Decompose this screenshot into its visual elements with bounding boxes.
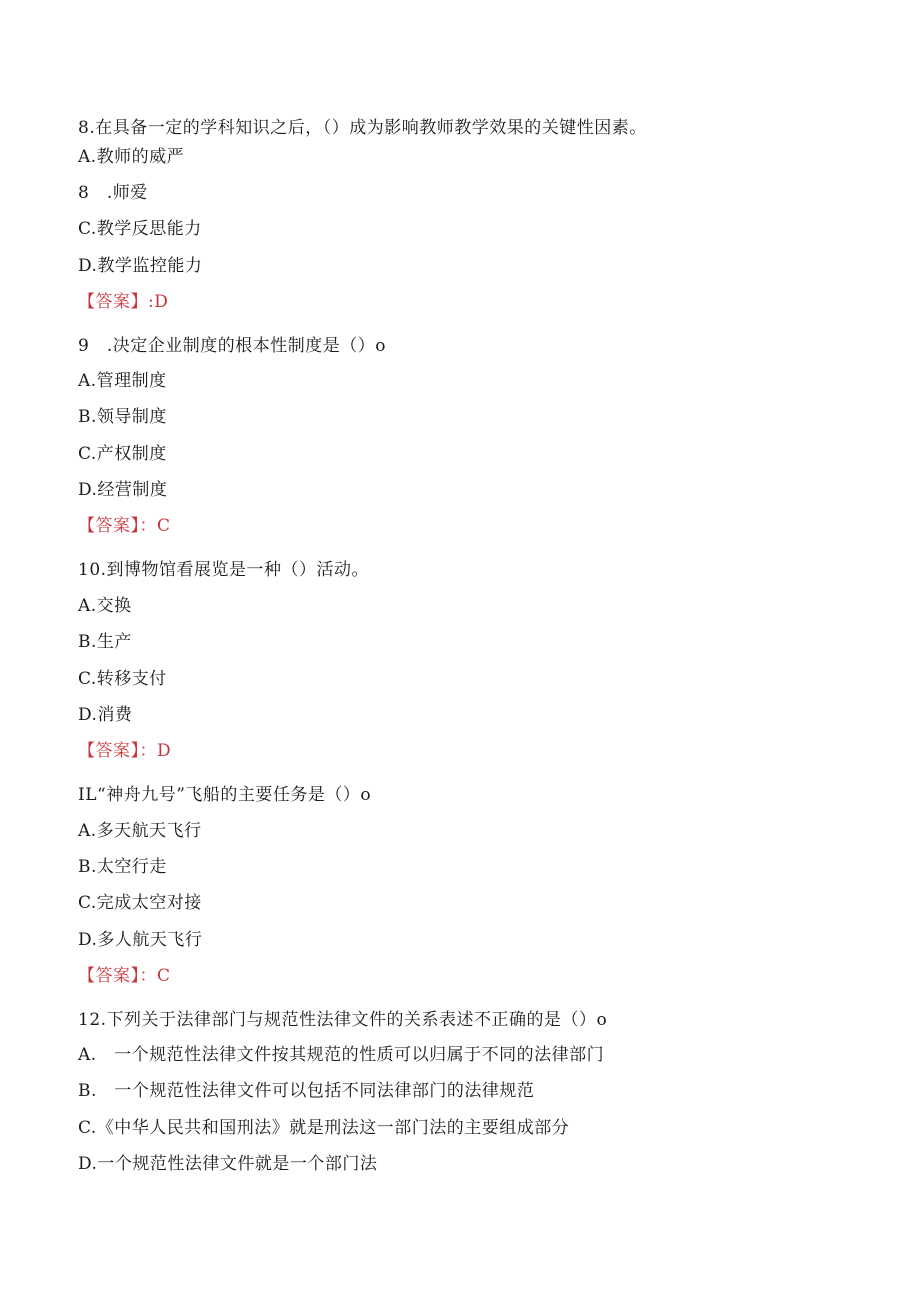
- question-11-option-c: C.完成太空对接: [78, 893, 202, 913]
- question-10-answer: 【答案】：D: [78, 741, 172, 761]
- question-10-option-d: D.消费: [78, 705, 133, 725]
- question-12-option-c: C.《中华人民共和国刑法》就是刑法这一部门法的主要组成部分: [78, 1118, 570, 1138]
- question-12-stem: 12.下列关于法律部门与规范性法律文件的关系表述不正确的是（）o: [78, 1010, 608, 1030]
- question-9-answer: 【答案】：C: [78, 516, 171, 536]
- question-11-option-b: B.太空行走: [78, 857, 167, 877]
- question-8-option-c: C.教学反思能力: [78, 219, 202, 239]
- question-8-stem: 8.在具备一定的学科知识之后，（）成为影响教师教学效果的关键性因素。: [78, 118, 647, 138]
- question-10-option-a: A.交换: [78, 596, 132, 616]
- question-9-option-b: B.领导制度: [78, 407, 167, 427]
- question-9-option-c: C.产权制度: [78, 444, 167, 464]
- question-8-option-d: D.教学监控能力: [78, 256, 203, 276]
- question-8-option-b: 8 .师爱: [78, 183, 148, 203]
- question-11-option-d: D.多人航天飞行: [78, 930, 203, 950]
- question-12-option-b: B. 一个规范性法律文件可以包括不同法律部门的法律规范: [78, 1081, 535, 1101]
- question-8-answer: 【答案】:D: [78, 292, 169, 312]
- question-11-answer: 【答案】：C: [78, 966, 171, 986]
- question-11-stem: IL“神舟九号”飞船的主要任务是（）o: [78, 785, 372, 805]
- question-11-option-a: A.多天航天飞行: [78, 821, 202, 841]
- question-8-option-a: A.教师的威严: [78, 147, 185, 167]
- question-9-option-d: D.经营制度: [78, 480, 168, 500]
- question-10-option-b: B.生产: [78, 632, 132, 652]
- question-12-option-a: A. 一个规范性法律文件按其规范的性质可以归属于不同的法律部门: [78, 1045, 605, 1065]
- question-9-option-a: A.管理制度: [78, 371, 167, 391]
- question-10-stem: 10.到博物馆看展览是一种（）活动。: [78, 560, 370, 580]
- question-12-option-d: D.一个规范性法律文件就是一个部门法: [78, 1154, 378, 1174]
- question-10-option-c: C.转移支付: [78, 669, 167, 689]
- question-9-stem: 9 .决定企业制度的根本性制度是（）o: [78, 336, 386, 356]
